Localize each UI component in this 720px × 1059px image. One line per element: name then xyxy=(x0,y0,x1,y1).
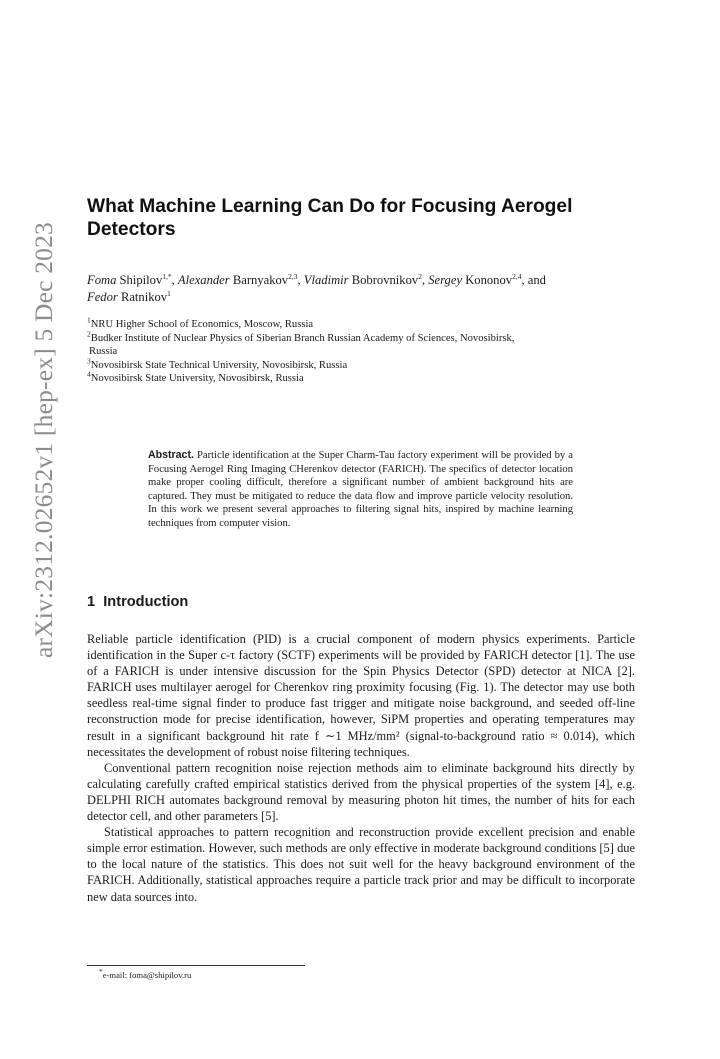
section-title: Introduction xyxy=(103,594,189,610)
author-first-name: Fedor xyxy=(87,290,118,304)
body-text xyxy=(87,631,635,905)
paper-title: What Machine Learning Can Do for Focusing Aerogel Detectors xyxy=(87,196,573,240)
affiliation-text: Budker Institute of Nuclear Physics of Siberian Branch Russian Academy of Sciences, Novosibirsk, xyxy=(90,332,515,344)
affiliation-number: 3 xyxy=(87,356,91,366)
author-list xyxy=(87,272,635,306)
paragraph: Conventional pattern recognition noise rejection methods aim to eliminate background hits directly by calculating carefully crafted empirical statistics derived from the physical properties of the system [4], e.g. DELPHI RICH automates background removal by measuring photon hit times, the number of hits for each detector cell, and other parameters [5]. xyxy=(87,760,635,824)
author-separator: , xyxy=(297,273,304,287)
affiliation-text: Novosibirsk State Technical University, Novosibirsk, Russia xyxy=(90,359,348,371)
author-conjunction: , and xyxy=(521,273,546,287)
author-affiliation-mark: 1,* xyxy=(162,271,172,281)
author-last-name: Barnyakov xyxy=(232,273,289,287)
author-separator: , xyxy=(171,273,178,287)
author-affiliation-mark: 1 xyxy=(167,288,171,298)
author-first-name: Alexander xyxy=(177,273,230,287)
arxiv-identifier-text: arXiv:2312.02652v1 [hep-ex] 5 Dec 2023 xyxy=(29,221,58,659)
author-affiliation-mark: 2 xyxy=(418,271,422,281)
author-affiliation-mark: 2,3 xyxy=(288,271,298,281)
section-heading xyxy=(87,593,635,611)
author-first-name: Sergey xyxy=(428,273,463,287)
affiliation-list xyxy=(87,315,635,386)
author-affiliation-mark: 2,4 xyxy=(512,271,522,281)
author-last-name: Shipilov xyxy=(119,273,163,287)
footnote-mark: * xyxy=(99,967,103,977)
footnote-divider xyxy=(87,965,305,966)
abstract xyxy=(148,449,573,530)
affiliation-number: 1 xyxy=(87,315,91,325)
affiliation-number: 2 xyxy=(87,329,91,339)
affiliation-item xyxy=(87,356,635,373)
author-last-name: Bobrovnikov xyxy=(351,273,419,287)
author-last-name: Kononov xyxy=(465,273,513,287)
affiliation-item xyxy=(87,329,635,359)
affiliation-item xyxy=(87,369,635,386)
paragraph: Statistical approaches to pattern recognition and reconstruction provide excellent precision and enable simple error estimation. However, such methods are only effective in moderate background conditions [5] due to the local nature of the statistics. This does not suit well for the heavy background environment of the FARICH. Additionally, statistical approaches require a particle track prior and may be difficult to incorporate new data sources into. xyxy=(87,825,635,904)
affiliation-text-continued: Russia xyxy=(89,346,118,358)
section-number: 1 xyxy=(87,594,96,610)
affiliation-number: 4 xyxy=(87,369,91,379)
arxiv-identifier xyxy=(24,190,64,690)
affiliation-text: Novosibirsk State University, Novosibirsk, Russia xyxy=(90,373,304,385)
footnote xyxy=(99,967,192,981)
abstract-text: Particle identification at the Super Charm-Tau factory experiment will be provided by a Focusing Aerogel Ring Imaging CHerenkov detector (FARICH). The specifics of detector location make proper cooling difficult, therefore a significant number of ambient background hits are captured. They must be mitigated to reduce the data flow and improve particle velocity resolution. In this work we present several approaches to filtering signal hits, inspired by machine learning techniques from computer vision. xyxy=(148,450,573,529)
author-separator: , xyxy=(421,273,429,287)
author-first-name: Foma xyxy=(87,273,117,287)
abstract-label: Abstract. xyxy=(148,449,194,461)
affiliation-item xyxy=(87,315,635,332)
author-first-name: Vladimir xyxy=(303,273,349,287)
author-last-name: Ratnikov xyxy=(120,290,168,304)
affiliation-text: NRU Higher School of Economics, Moscow, Russia xyxy=(90,319,314,330)
footnote-text: e-mail: foma@shipilov.ru xyxy=(102,970,192,980)
paragraph: Reliable particle identification (PID) is a crucial component of modern physics experiments. Particle identification in the Super c-τ factory (SCTF) experiments will be provided by FARICH detector [1]. The use of a FARICH is under intensive discussion for the Spin Physics Detector (SPD) detector at NICA [2]. FARICH uses multilayer aerogel for Cherenkov ring proximity focusing (Fig. 1). The detector may use both seedless real-time signal finder to produce fast trigger and mitigate noise background, and seeded off-line reconstruction mode for precise identification, however, SiPM properties and operating temperatures may result in a significant background hit rate f ∼1 MHz/mm² (signal-to-background ratio ≈ 0.014), which necessitates the development of robust noise filtering techniques. xyxy=(87,632,635,759)
